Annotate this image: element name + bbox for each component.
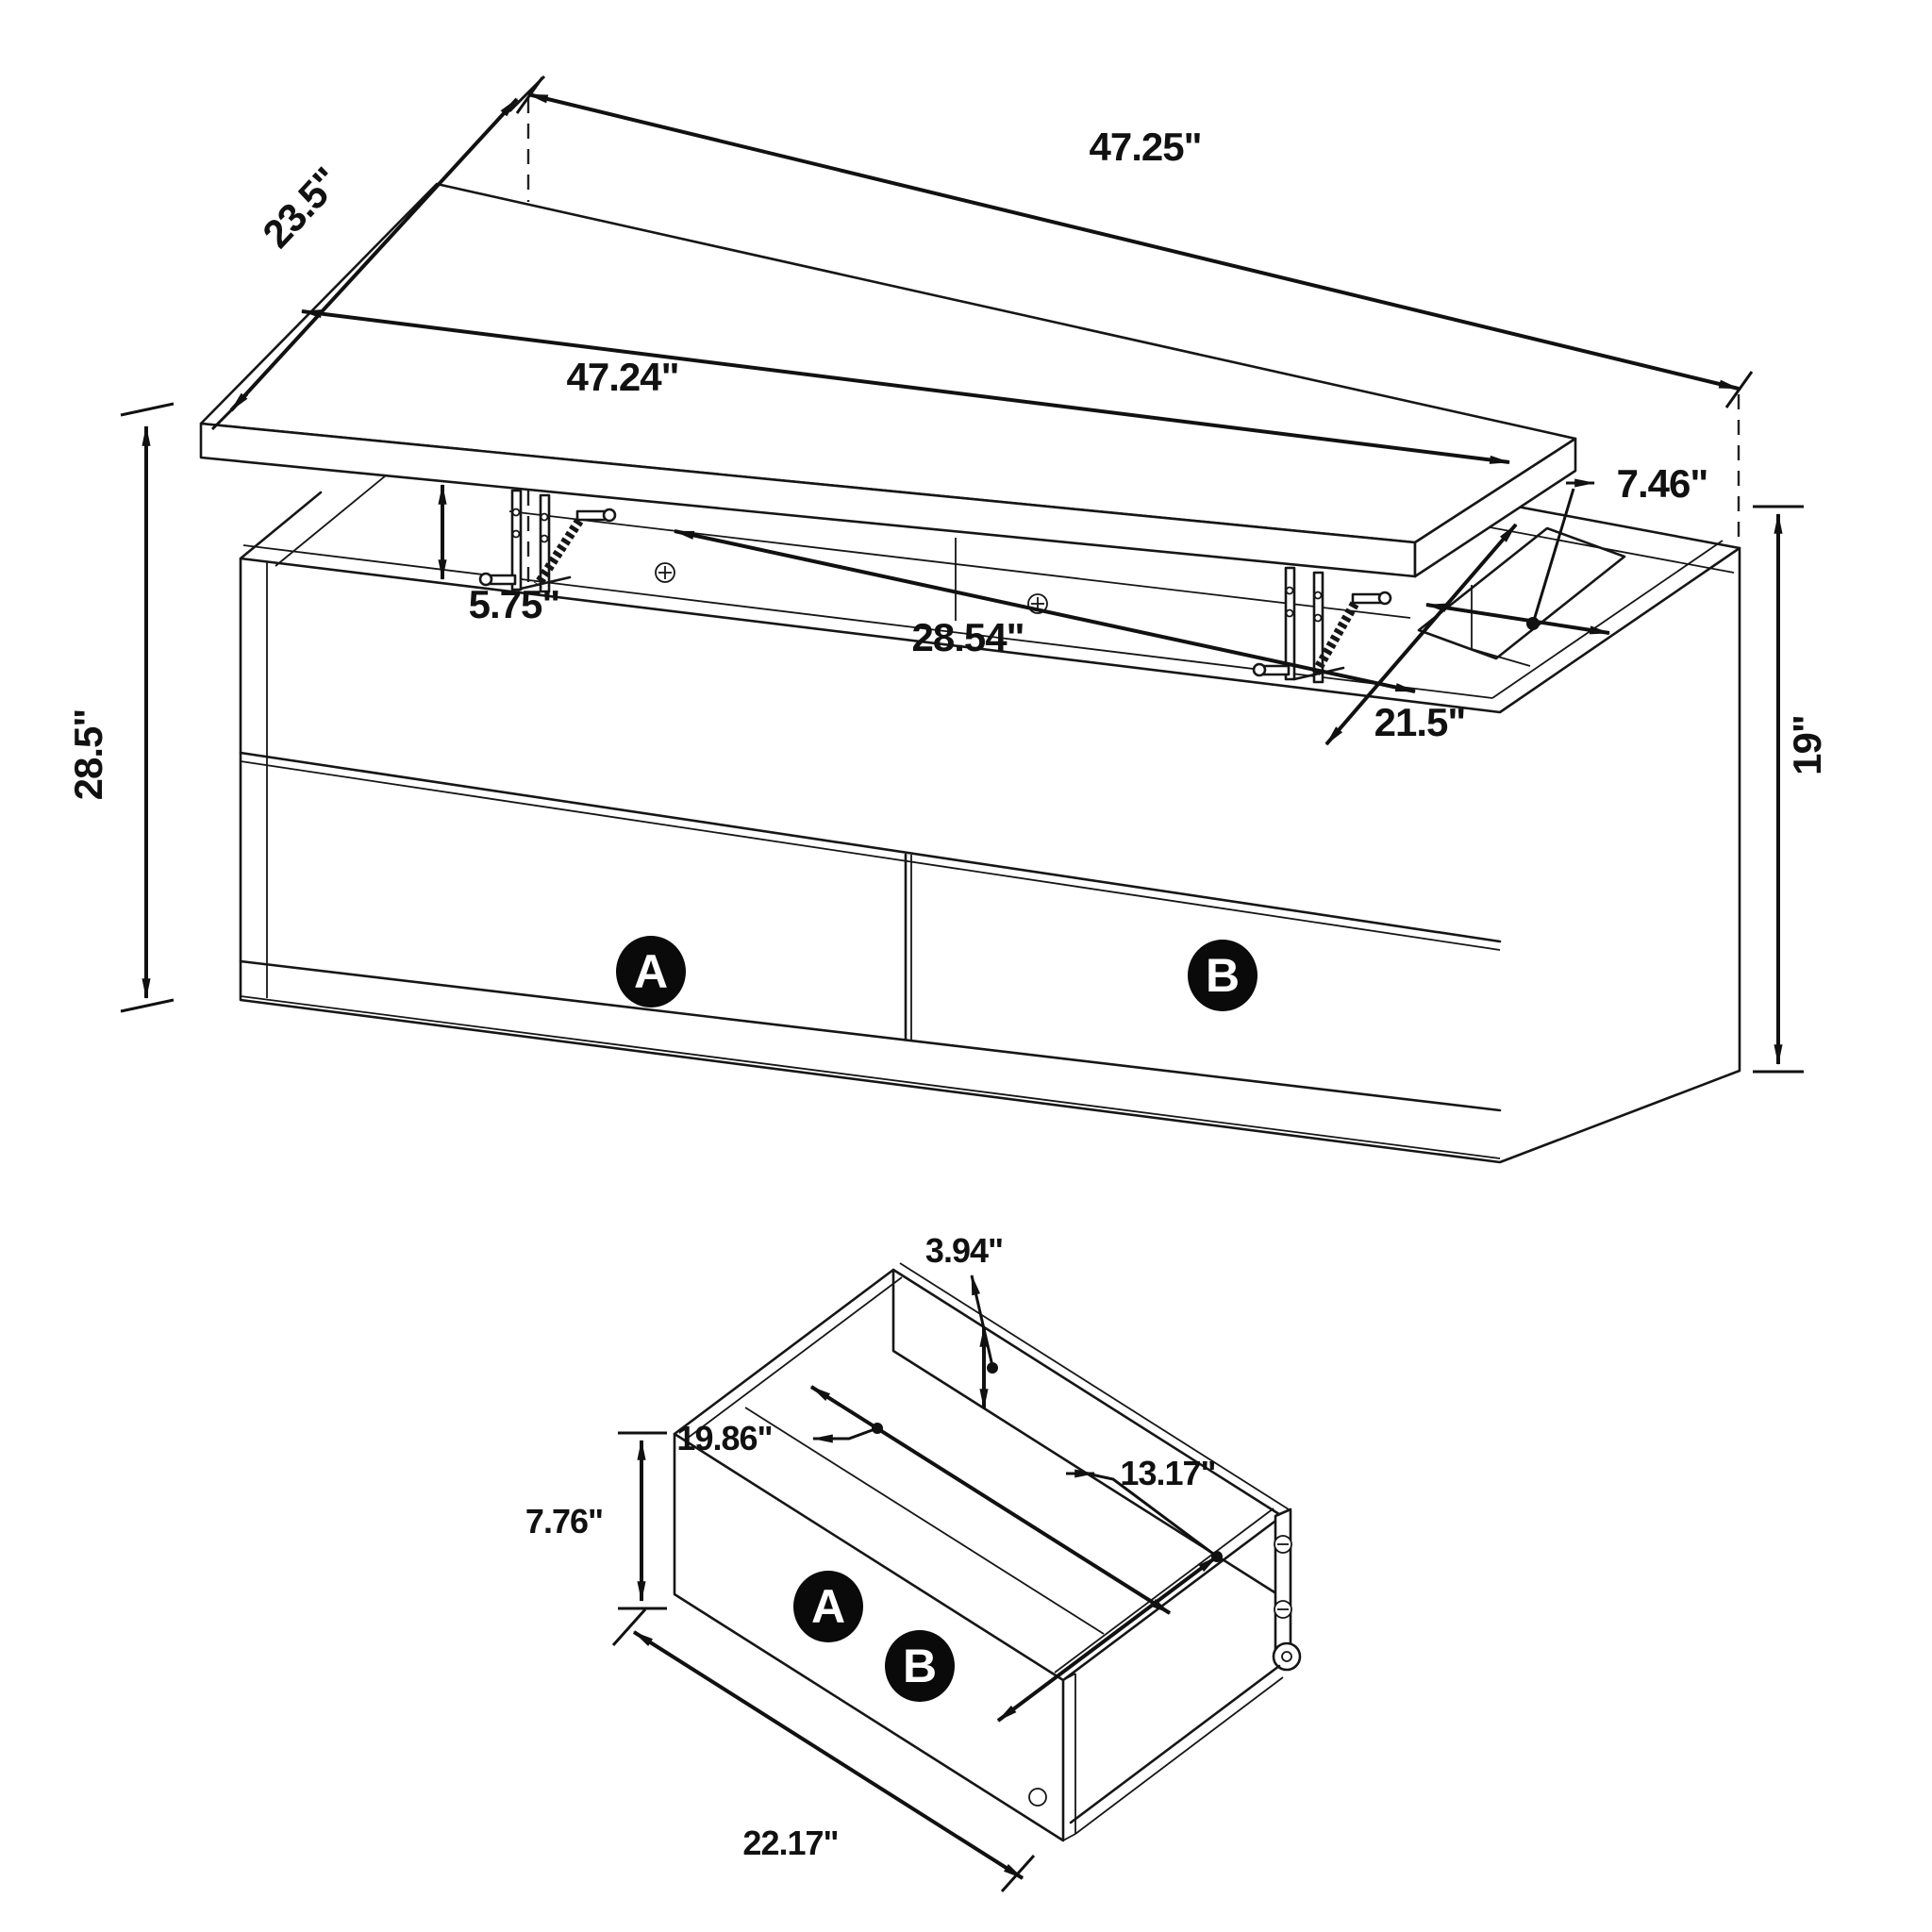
- lift-mechanism-left: [480, 491, 615, 591]
- opening-interior-floor-edge: [1472, 649, 1530, 666]
- dim-drawer-inner-width-label: 19.86": [676, 1419, 773, 1457]
- dim-base-height: [1753, 507, 1829, 1072]
- tabletop: [201, 184, 1575, 576]
- interior-left-wall-edge: [275, 467, 396, 566]
- drawer-b-letter: B: [1205, 949, 1241, 1002]
- lift-mechanism-right: [1254, 568, 1391, 682]
- dim-overall-height-label: 28.5": [66, 708, 110, 801]
- dim-back-panel-height-label: 3.94": [924, 1231, 1004, 1270]
- lift-bolt: [577, 509, 615, 521]
- rail-bar: [1071, 1666, 1279, 1823]
- back-wall-screw: [656, 563, 675, 582]
- table-base: [241, 467, 1740, 1162]
- drawer-a-letter: A: [633, 945, 669, 998]
- dim-opening-depth-label: 21.5": [1374, 700, 1466, 744]
- table-view: [66, 76, 1829, 1162]
- dim-drawer-front-height-label: 7.76": [525, 1502, 604, 1541]
- dim-drawer-inner-depth-label: 13.17": [1120, 1454, 1216, 1492]
- leader-dot: [987, 1362, 998, 1374]
- dim-opening-width-label: 7.46": [1616, 461, 1708, 506]
- dim-base-height-label: 19": [1785, 715, 1829, 775]
- dim-top-width-label: 47.25": [1089, 125, 1202, 169]
- drawer-b-badge: [885, 1630, 955, 1702]
- drawer-right-rim: [1063, 1516, 1282, 1680]
- dim-inner-width-label: 28.54": [911, 615, 1024, 659]
- drawer-back-panel: [893, 1270, 1282, 1597]
- drawer-a-badge: [793, 1571, 863, 1642]
- lift-bolt: [1254, 664, 1289, 675]
- lift-bolt: [1353, 592, 1391, 604]
- dim-top-surface-width-label: 47.24": [566, 355, 679, 399]
- dim-drawer-front-height: [525, 1433, 667, 1608]
- base-left-top-depth-edge: [241, 492, 321, 558]
- drawer-a-letter: A: [810, 1580, 846, 1633]
- tabletop-top-face: [201, 184, 1575, 542]
- drawer-left-rim-inner: [683, 1277, 902, 1441]
- drawer-left-rim: [675, 1270, 893, 1434]
- dim-lift-clearance-label: 5.75": [468, 582, 560, 626]
- drawer-a-badge: [616, 936, 686, 1008]
- dim-top-depth-label: 23.5": [254, 158, 349, 257]
- rail-bar-lower: [1075, 1677, 1283, 1834]
- panel-screw: [1029, 1789, 1046, 1806]
- drawer-view: [525, 1231, 1300, 1891]
- drawer-b-letter: B: [902, 1640, 938, 1692]
- rail-end-cap: [1275, 1509, 1291, 1658]
- drawer-front-panel: [675, 1434, 1075, 1840]
- drawer-right-rim-inner: [1055, 1508, 1274, 1673]
- dim-drawer-front-width-label: 22.17": [742, 1824, 839, 1862]
- drawer-b-badge: [1188, 940, 1257, 1011]
- dim-overall-height: [66, 404, 174, 1011]
